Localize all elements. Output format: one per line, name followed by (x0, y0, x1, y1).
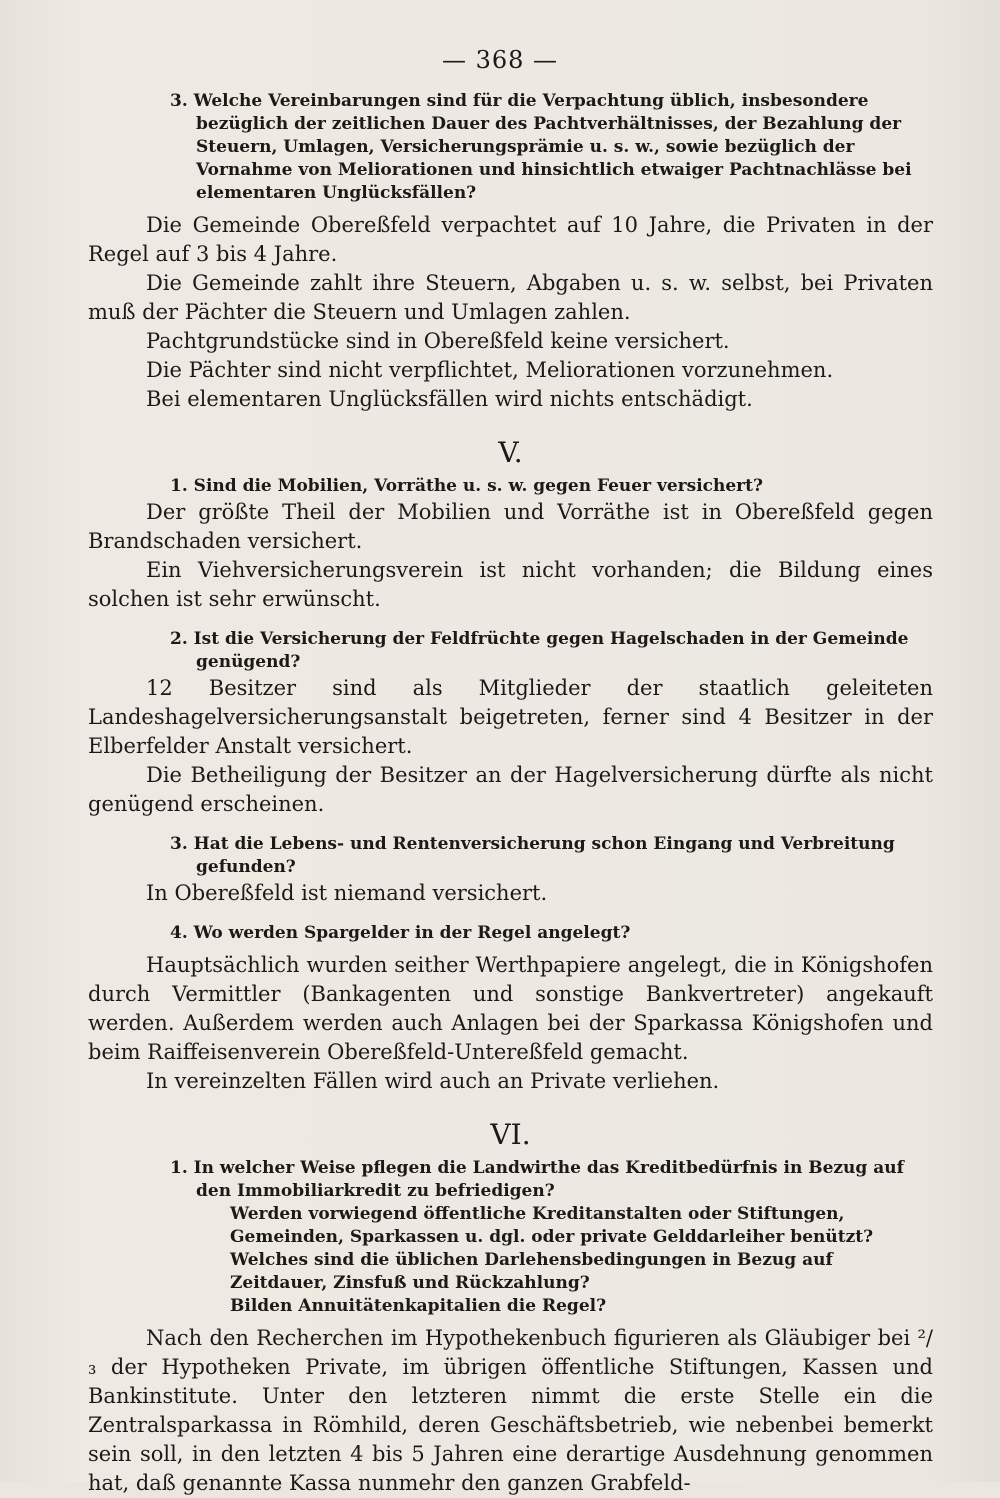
question-v-3: 3. Hat die Lebens- und Rentenversicherung schon Eingang und Verbreitung gefunden? (170, 834, 895, 877)
sub-question: Welches sind die üblichen Darlehensbedingungen in Bezug auf Zeitdauer, Zinsfuß und Rückzahlung? (230, 1250, 833, 1293)
answer-paragraph: Nach den Recherchen im Hypothekenbuch figurieren als Gläubiger bei ²/₃ der Hypotheken Private, im übrigen öffentliche Stiftungen, Kassen und Bankinstitute. Unter den letzteren nimmt die erste Stelle ein die Zentralsparkassa in Römhild, deren Geschäftsbetrieb, wie nebenbei bemerkt sein soll, in den letzten 4 bis 5 Jahren eine derartige Ausdehnung genommen hat, daß genannte Kassa nunmehr den ganzen Grabfeld- (88, 1326, 933, 1495)
page-number: — 368 — (441, 46, 559, 74)
question-v-1: 1. Sind die Mobilien, Vorräthe u. s. w. gegen Feuer versichert? (170, 476, 763, 496)
answer-paragraph: In vereinzelten Fällen wird auch an Private verliehen. (146, 1069, 720, 1093)
answer-paragraph: Hauptsächlich wurden seither Werthpapiere angelegt, die in Königshofen durch Vermittler (Bankagenten und sonstige Bankvertreter) angekauft werden. Außerdem werden auch Anlagen bei der Sparkassa Königshofen und beim Raiffeisenverein Obereßfeld-Untereßfeld gemacht. (88, 953, 933, 1064)
question-3-lease: 3. Welche Vereinbarungen sind für die Verpachtung üblich, insbesondere bezüglich der zeitlichen Dauer des Pachtverhältnisses, der Bezahlung der Steuern, Umlagen, Versicherungsprämie u. s. w., sowie bezüglich der Vornahme von Meliorationen und hinsichtlich etwaiger Pachtnachlässe bei elementaren Unglücksfällen? (170, 91, 912, 203)
section-heading-vi: VI. (490, 1118, 531, 1151)
answer-paragraph: Die Gemeinde zahlt ihre Steuern, Abgaben u. s. w. selbst, bei Privaten muß der Pächter die Steuern und Umlagen zahlen. (88, 271, 933, 324)
answer-paragraph: Ein Viehversicherungsverein ist nicht vorhanden; die Bildung eines solchen ist sehr erwünscht. (88, 558, 933, 611)
answer-paragraph: Bei elementaren Unglücksfällen wird nichts entschädigt. (146, 387, 753, 411)
sub-question: Bilden Annuitätenkapitalien die Regel? (230, 1296, 607, 1316)
answer-paragraph: Die Betheiligung der Besitzer an der Hagelversicherung dürfte als nicht genügend erscheinen. (88, 763, 933, 816)
answer-paragraph: In Obereßfeld ist niemand versichert. (146, 881, 548, 905)
question-v-4: 4. Wo werden Spargelder in der Regel angelegt? (170, 923, 631, 943)
answer-paragraph: 12 Besitzer sind als Mitglieder der staatlich geleiteten Landeshagelversicherungsanstalt beigetreten, ferner sind 4 Besitzer in der Elberfelder Anstalt versichert. (88, 676, 933, 758)
answer-paragraph: Der größte Theil der Mobilien und Vorräthe ist in Obereßfeld gegen Brandschaden versichert. (88, 500, 933, 553)
page-body (88, 90, 933, 1498)
sub-question: Werden vorwiegend öffentliche Kreditanstalten oder Stiftungen, Gemeinden, Sparkassen u. dgl. oder private Gelddarleiher benützt? (230, 1204, 874, 1247)
answer-paragraph: Die Gemeinde Obereßfeld verpachtet auf 10 Jahre, die Privaten in der Regel auf 3 bis 4 Jahre. (88, 213, 933, 266)
answer-paragraph: Die Pächter sind nicht verpflichtet, Meliorationen vorzunehmen. (146, 358, 834, 382)
answer-paragraph: Pachtgrundstücke sind in Obereßfeld keine versichert. (146, 329, 730, 353)
question-v-2: 2. Ist die Versicherung der Feldfrüchte gegen Hagelschaden in der Gemeinde genügend? (170, 629, 909, 672)
question-vi-1: 1. In welcher Weise pflegen die Landwirthe das Kreditbedürfnis in Bezug auf den Immobiliarkredit zu befriedigen? (170, 1158, 904, 1201)
section-heading-v: V. (498, 436, 523, 469)
